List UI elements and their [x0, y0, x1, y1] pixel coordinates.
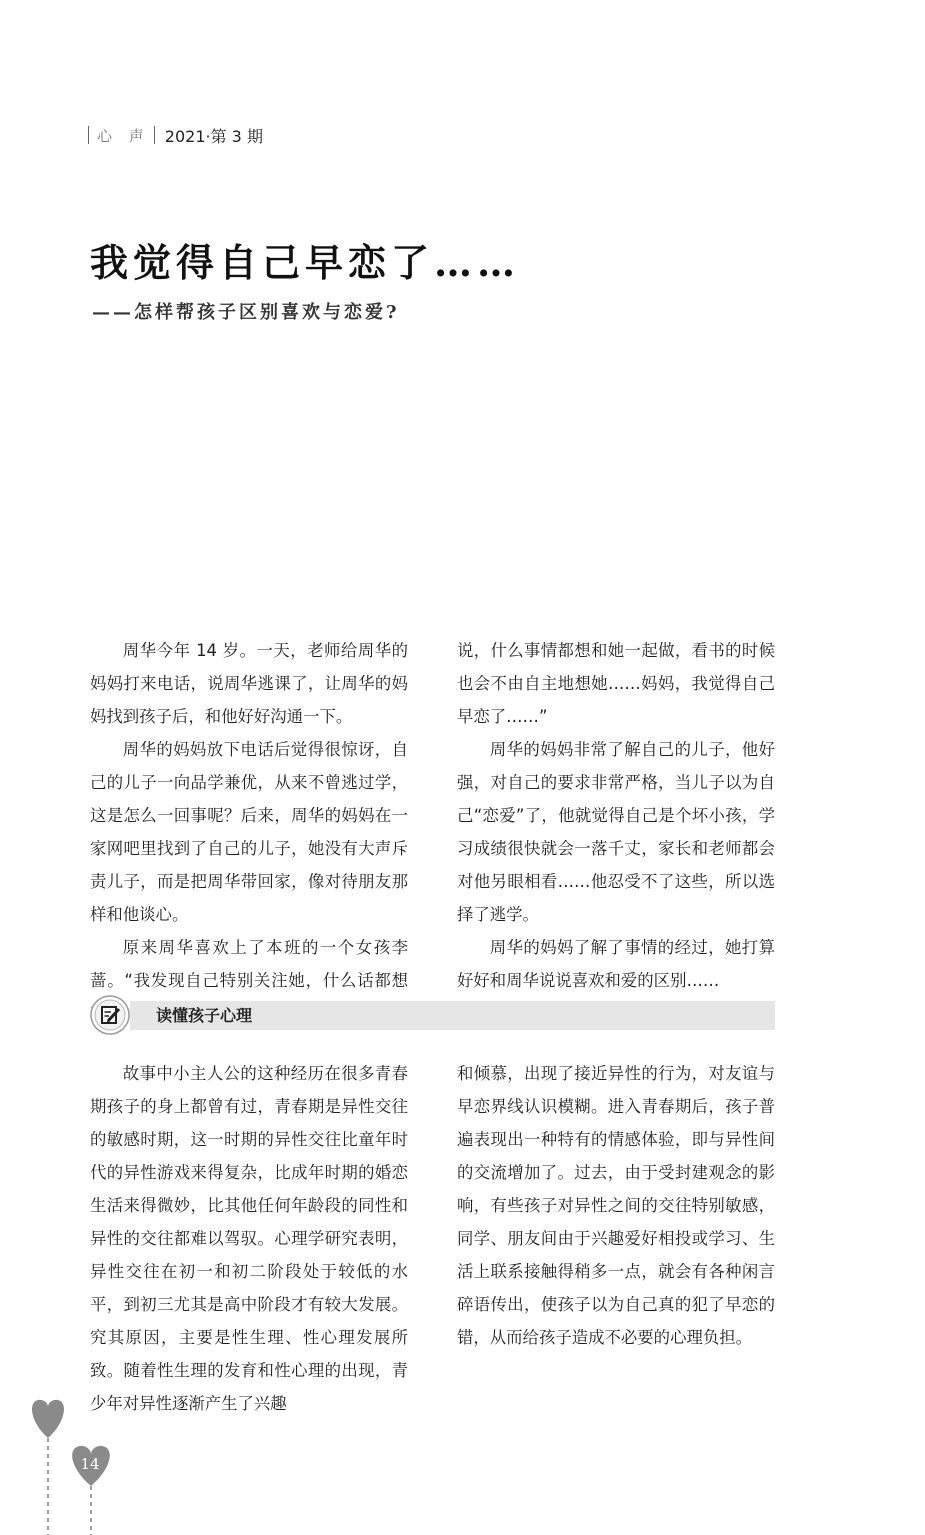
paragraph: 故事中小主人公的这种经历在很多青春期孩子的身上都曾有过，青春期是异性交往的敏感时期，这一时期的异性交往比童年时代的异性游戏来得复杂，比成年时期的婚恋生活来得微妙，比其他任何年龄段的同性和异性的交往都难以驾驭。心理学研究表明，异性交往在初一和初二阶段处于较低的水平，到初三尤其是高中阶段才有较大发展。究其原因，主要是性生理、性心理发展所致。随着性生理的发育和性心理的出现，青少年对异性逐渐产生了兴趣 [90, 1064, 408, 1413]
paragraph: 和倾慕，出现了接近异性的行为，对友谊与早恋界线认识模糊。进入青春期后，孩子普遍表现出一种特有的情感体验，即与异性间的交流增加了。过去，由于受封建观念的影响，有些孩子对异性之间的交往特别敏感，同学、朋友间由于兴趣爱好相投或学习、生活上联系接触得稍多一点，就会有各种闲言碎语传出，使孩子以为自己真的犯了早恋的错，从而给孩子造成不必要的心理负担。 [457, 1064, 775, 1347]
heart-icon [32, 1400, 64, 1438]
section-title: 读懂孩子心理 [156, 1006, 253, 1025]
column-name: 心 声 [97, 126, 150, 145]
analysis-column-left [90, 1057, 408, 1420]
issue-label: 2021·第 3 期 [164, 126, 263, 146]
running-header [88, 124, 263, 146]
paragraph: 说，什么事情都想和她一起做，看书的时候也会不由自主地想她……妈妈，我觉得自己早恋了……” [457, 641, 775, 726]
article-subtitle: ——怎样帮孩子区别喜欢与恋爱? [92, 302, 400, 323]
analysis-column-right [457, 1057, 775, 1354]
story-column-right [457, 634, 775, 997]
paragraph: 周华的妈妈了解了事情的经过，她打算好好和周华说说喜欢和爱的区别…… [457, 938, 775, 990]
article-title: 我觉得自己早恋了…… [90, 240, 521, 285]
paragraph: 原来周华喜欢上了本班的一个女孩李蔷。“我发现自己特别关注她，什么话都想 [90, 938, 408, 990]
header-divider [154, 126, 155, 144]
note-pen-icon [89, 994, 131, 1036]
paragraph: 周华的妈妈非常了解自己的儿子，他好强，对自己的要求非常严格，当儿子以为自己“恋爱”了，他就觉得自己是个坏小孩，学习成绩很快就会一落千丈，家长和老师都会对他另眼相看……他忍受不了这些，所以选择了逃学。 [457, 740, 775, 924]
heart-decoration [0, 1390, 130, 1535]
paragraph: 周华的妈妈放下电话后觉得很惊讶，自己的儿子一向品学兼优，从来不曾逃过学，这是怎么一回事呢？后来，周华的妈妈在一家网吧里找到了自己的儿子，她没有大声斥责儿子，而是把周华带回家，像对待朋友那样和他谈心。 [90, 740, 408, 924]
story-column-left [90, 634, 408, 1030]
page-number: 14 [80, 1455, 100, 1473]
paragraph: 周华今年 14 岁。一天，老师给周华的妈妈打来电话，说周华逃课了，让周华的妈妈找到孩子后，和他好好沟通一下。 [90, 641, 408, 726]
header-divider [88, 126, 89, 144]
